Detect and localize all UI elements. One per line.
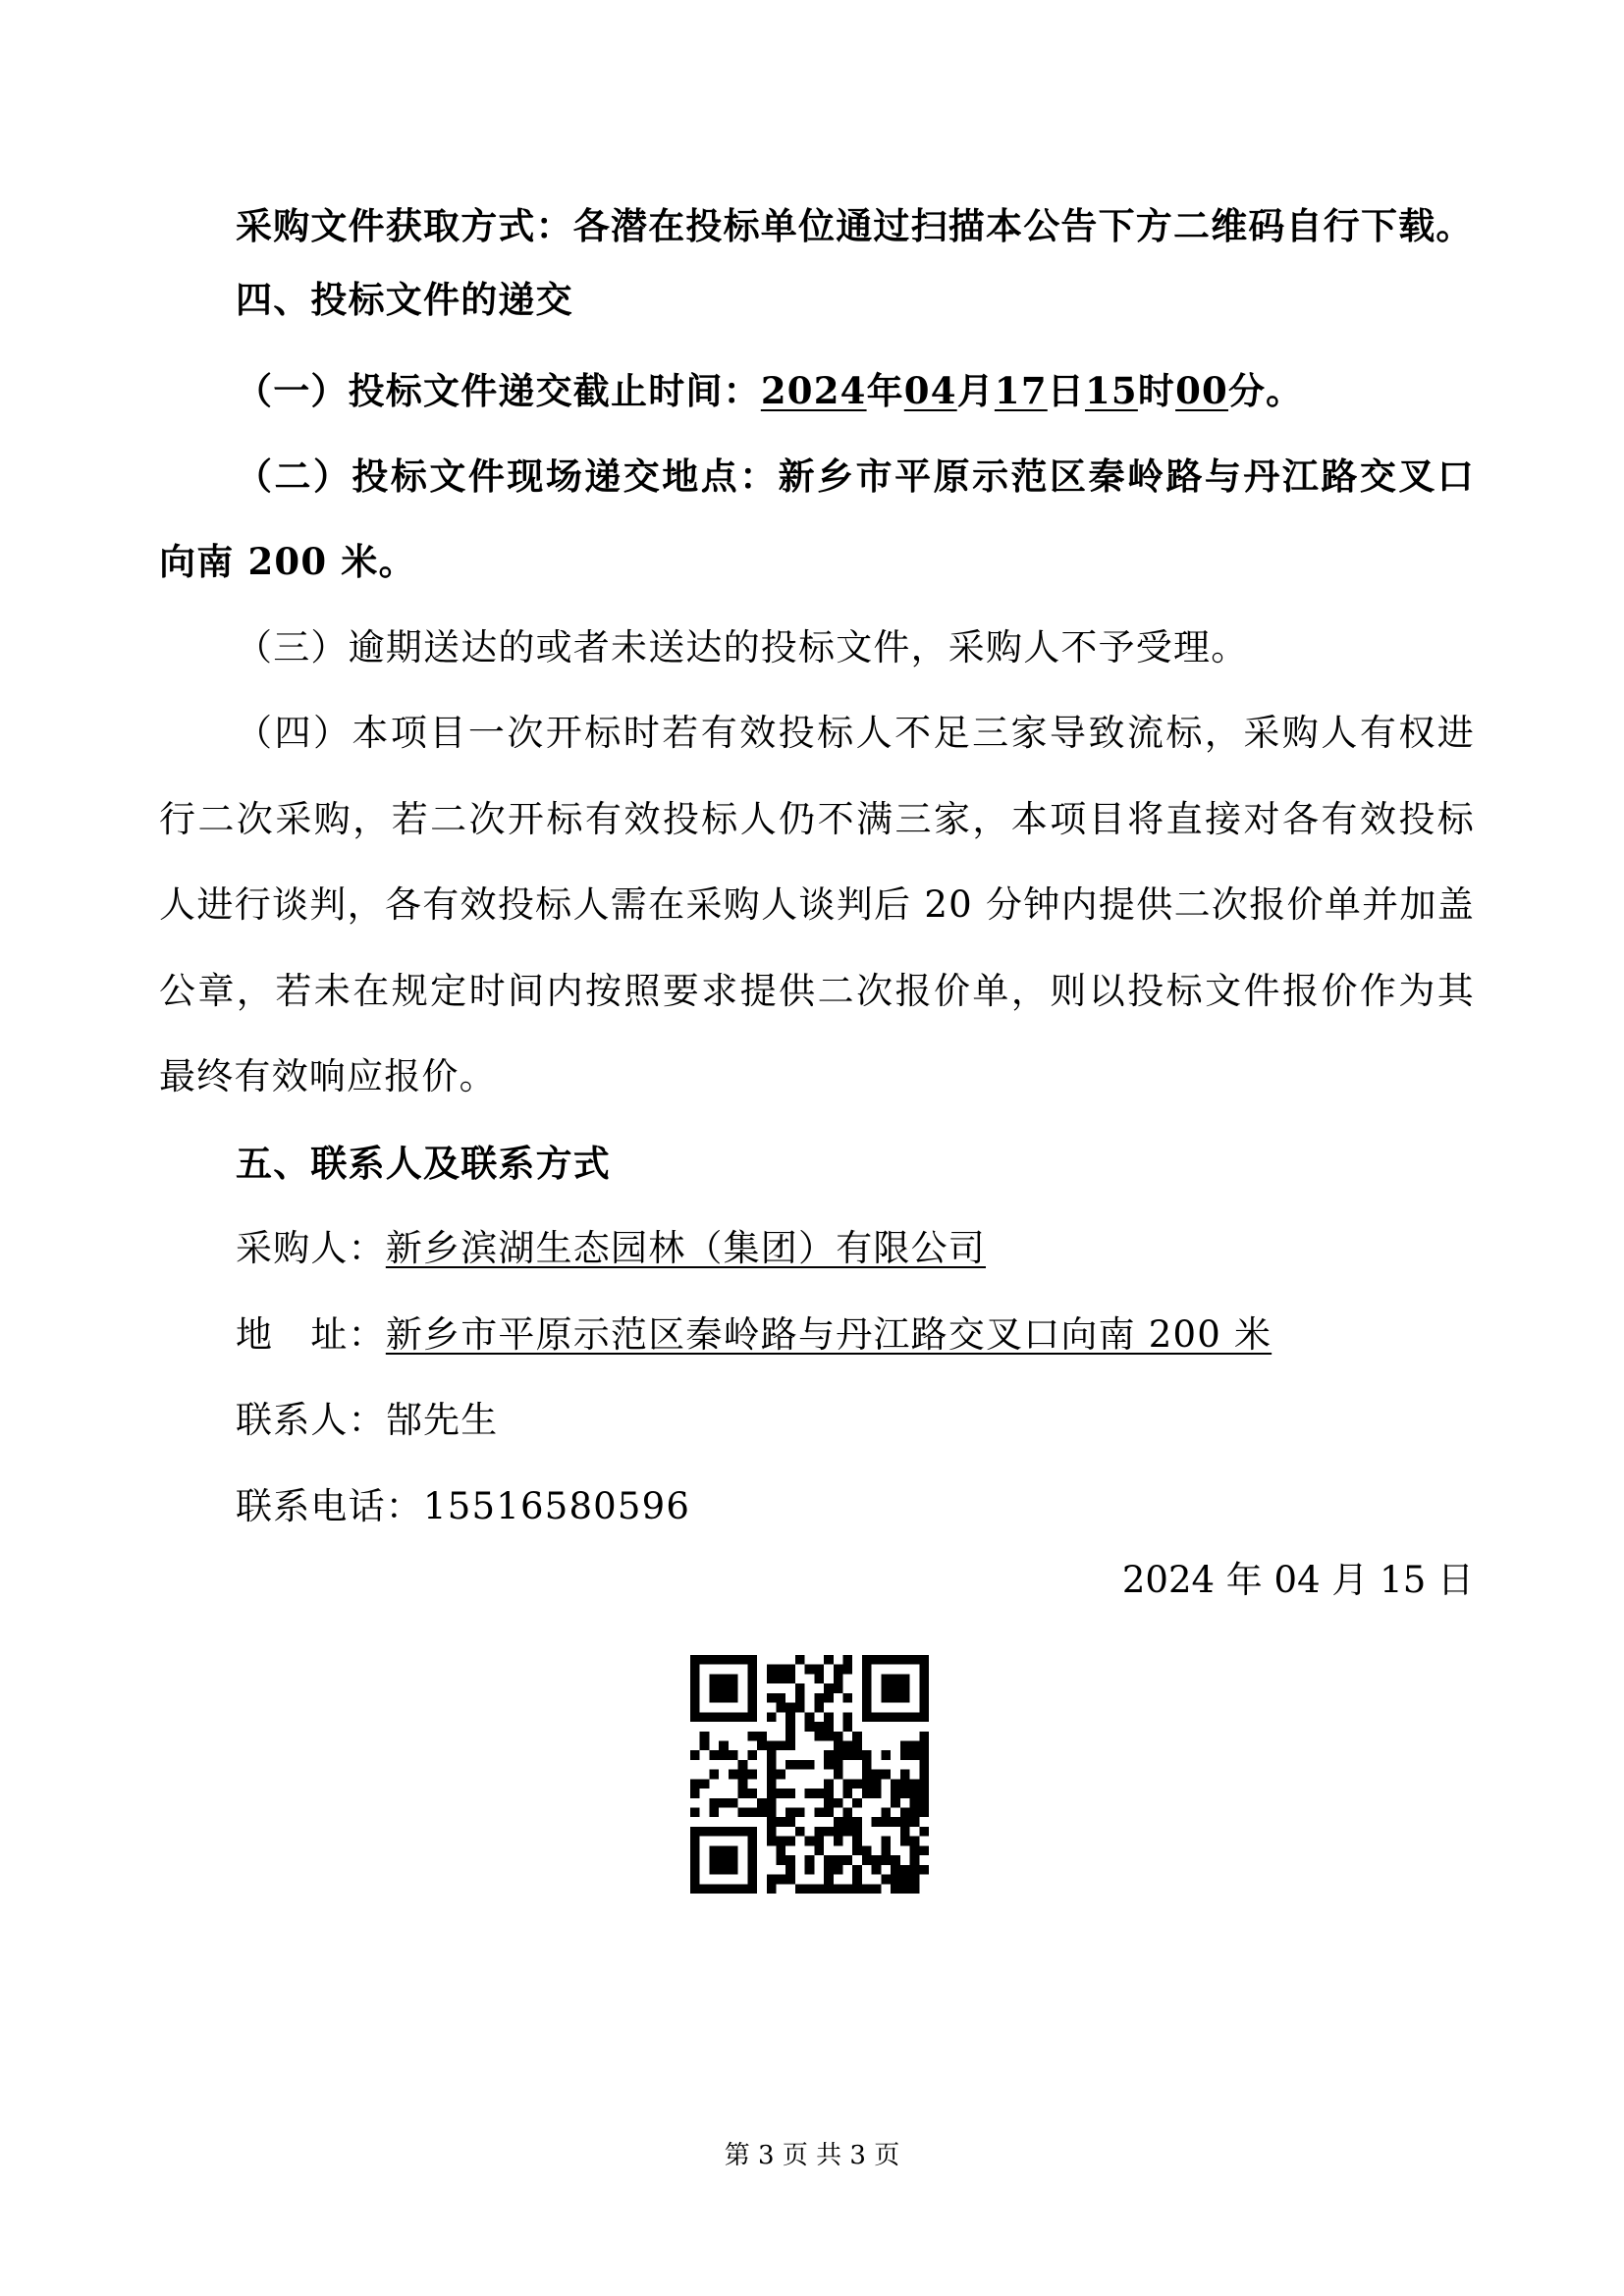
deadline-day-unit: 日 [1047, 369, 1085, 412]
late-submission-paragraph: （三）逾期送达的或者未送达的投标文件，采购人不予受理。 [236, 626, 1249, 668]
deadline-line [236, 366, 1303, 415]
second-procurement-line-4: 公章，若未在规定时间内按照要求提供二次报价单，则以投标文件报价作为其 [159, 970, 1475, 1012]
phone-label: 联系电话： [236, 1485, 423, 1527]
second-procurement-line-5: 最终有效响应报价。 [159, 1055, 497, 1097]
address-label: 地 址： [236, 1313, 386, 1356]
page-footer: 第 3 页 共 3 页 [724, 2141, 900, 2170]
deadline-year-unit: 年 [866, 369, 904, 412]
second-procurement-line-2: 行二次采购，若二次开标有效投标人仍不满三家，本项目将直接对各有效投标 [159, 798, 1475, 840]
section-4-heading: 四、投标文件的递交 [236, 278, 573, 321]
deadline-prefix: （一）投标文件递交截止时间： [236, 369, 761, 412]
deadline-hour: 15 [1084, 369, 1138, 412]
deadline-hour-unit: 时 [1137, 369, 1176, 412]
contact-label: 联系人： [236, 1399, 386, 1441]
contact-line [236, 1396, 498, 1445]
deadline-month-unit: 月 [956, 369, 995, 412]
purchaser-value: 新乡滨湖生态园林（集团）有限公司 [385, 1227, 987, 1269]
deadline-month: 04 [903, 369, 957, 412]
address-value: 新乡市平原示范区秦岭路与丹江路交叉口向南 200 米 [385, 1313, 1272, 1356]
contact-value: 郜先生 [385, 1399, 499, 1441]
section-5-heading: 五、联系人及联系方式 [236, 1142, 611, 1185]
deadline-day: 17 [994, 369, 1048, 412]
phone-value: 15516580596 [423, 1485, 691, 1527]
acquire-method-paragraph: 采购文件获取方式：各潜在投标单位通过扫描本公告下方二维码自行下载。 [236, 204, 1474, 247]
delivery-location-line-1: （二）投标文件现场递交地点：新乡市平原示范区秦岭路与丹江路交叉口 [236, 454, 1475, 498]
second-procurement-line-3: 人进行谈判，各有效投标人需在采购人谈判后 20 分钟内提供二次报价单并加盖 [159, 883, 1475, 926]
deadline-minute: 00 [1175, 369, 1228, 412]
address-line [236, 1310, 1272, 1360]
second-procurement-line-1: （四）本项目一次开标时若有效投标人不足三家导致流标，采购人有权进 [236, 712, 1475, 754]
deadline-minute-unit: 分。 [1227, 369, 1304, 412]
purchaser-line [236, 1224, 986, 1273]
announcement-date: 2024 年 04 月 15 日 [1121, 1559, 1474, 1601]
deadline-year: 2024 [760, 369, 867, 412]
delivery-location-line-2: 向南 200 米。 [159, 540, 416, 583]
phone-line [236, 1482, 690, 1531]
purchaser-label: 采购人： [236, 1227, 386, 1269]
qr-code-icon[interactable] [690, 1655, 929, 1894]
